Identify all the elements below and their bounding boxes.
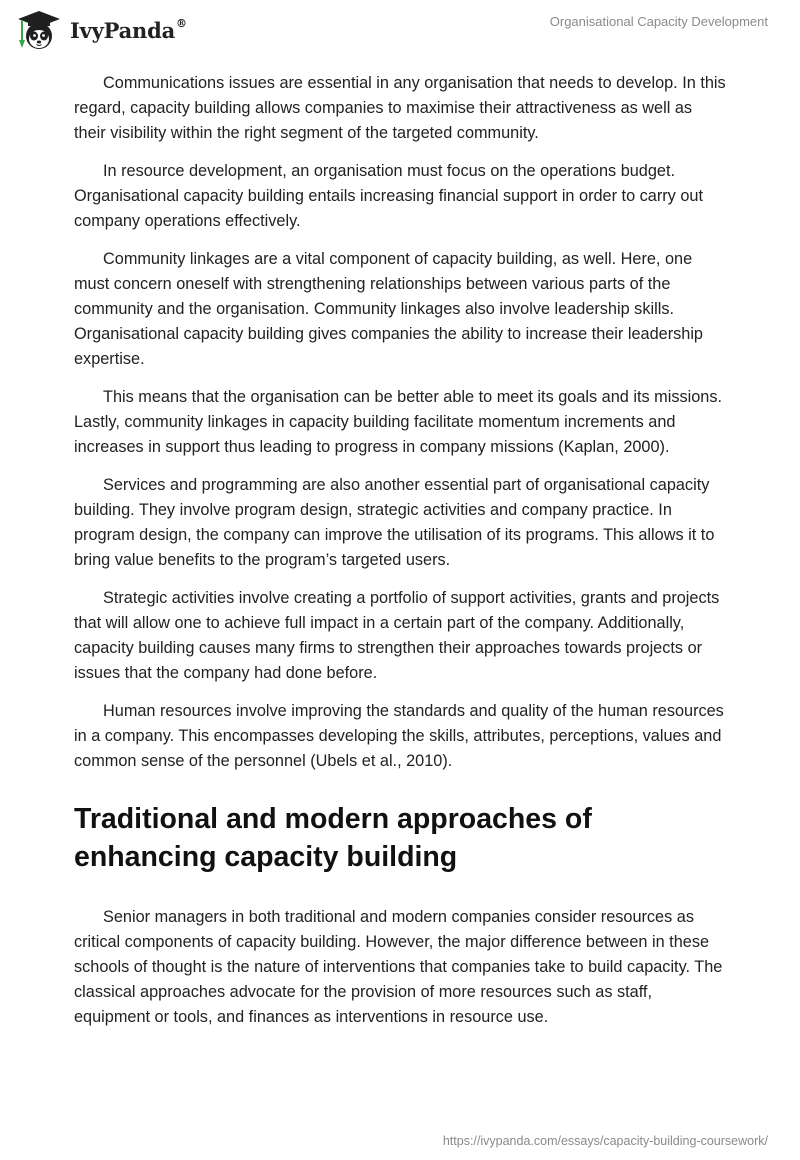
paragraph: Services and programming are also another essential part of organisational capacity building. They involve program design, strategic activities and company practice. In program design, the company can improve the utilisation of its programs. This allows it to bring value benefits to the program’s targeted users. (74, 476, 715, 569)
source-url[interactable]: https://ivypanda.com/essays/capacity-building-coursework/ (442, 1134, 768, 1148)
ivypanda-logo[interactable] (14, 8, 187, 52)
document-title: Organisational Capacity Development (549, 14, 768, 29)
paragraph: Strategic activities involve creating a portfolio of support activities, grants and projects that will allow one to achieve full impact in a certain part of the company. Additionally, capacity building causes many firms to strengthen their approaches towards projects or issues that the company had done before. (74, 589, 720, 682)
panda-logo-icon (14, 8, 64, 52)
paragraph: Community linkages are a vital component of capacity building, as well. Here, one must concern oneself with strengthening relationships between various parts of the community and the organisation. Community linkages also involve leadership skills. Organisational capacity building gives companies the ability to increase their leadership expertise. (74, 250, 703, 368)
paragraph: In resource development, an organisation must focus on the operations budget. Organisational capacity building entails increasing financial support in order to carry out company operations effectively. (74, 162, 703, 230)
paragraph: Senior managers in both traditional and modern companies consider resources as critical components of capacity building. However, the major difference between in these schools of thought is the nature of interventions that companies take to build capacity. The classical approaches advocate for the provision of more resources such as staff, equipment or tools, and finances as interventions in resource use. (74, 908, 723, 1026)
logo-text: IvyPanda® (70, 16, 187, 43)
section-heading: Traditional and modern approaches of enhancing capacity building (74, 803, 592, 873)
essay-body (74, 71, 726, 1043)
paragraph: This means that the organisation can be better able to meet its goals and its missions. Lastly, community linkages in capacity building facilitate momentum increments and increases in support thus leading to progress in company missions (Kaplan, 2000). (74, 388, 723, 456)
page-header (0, 0, 800, 64)
paragraph: Communications issues are essential in any organisation that needs to develop. In this regard, capacity building allows companies to maximise their attractiveness as well as their visibility within the right segment of the targeted community. (74, 74, 726, 142)
paragraph: Human resources involve improving the standards and quality of the human resources in a company. This encompasses developing the skills, attributes, perceptions, values and common sense of the personnel (Ubels et al., 2010). (74, 702, 724, 770)
